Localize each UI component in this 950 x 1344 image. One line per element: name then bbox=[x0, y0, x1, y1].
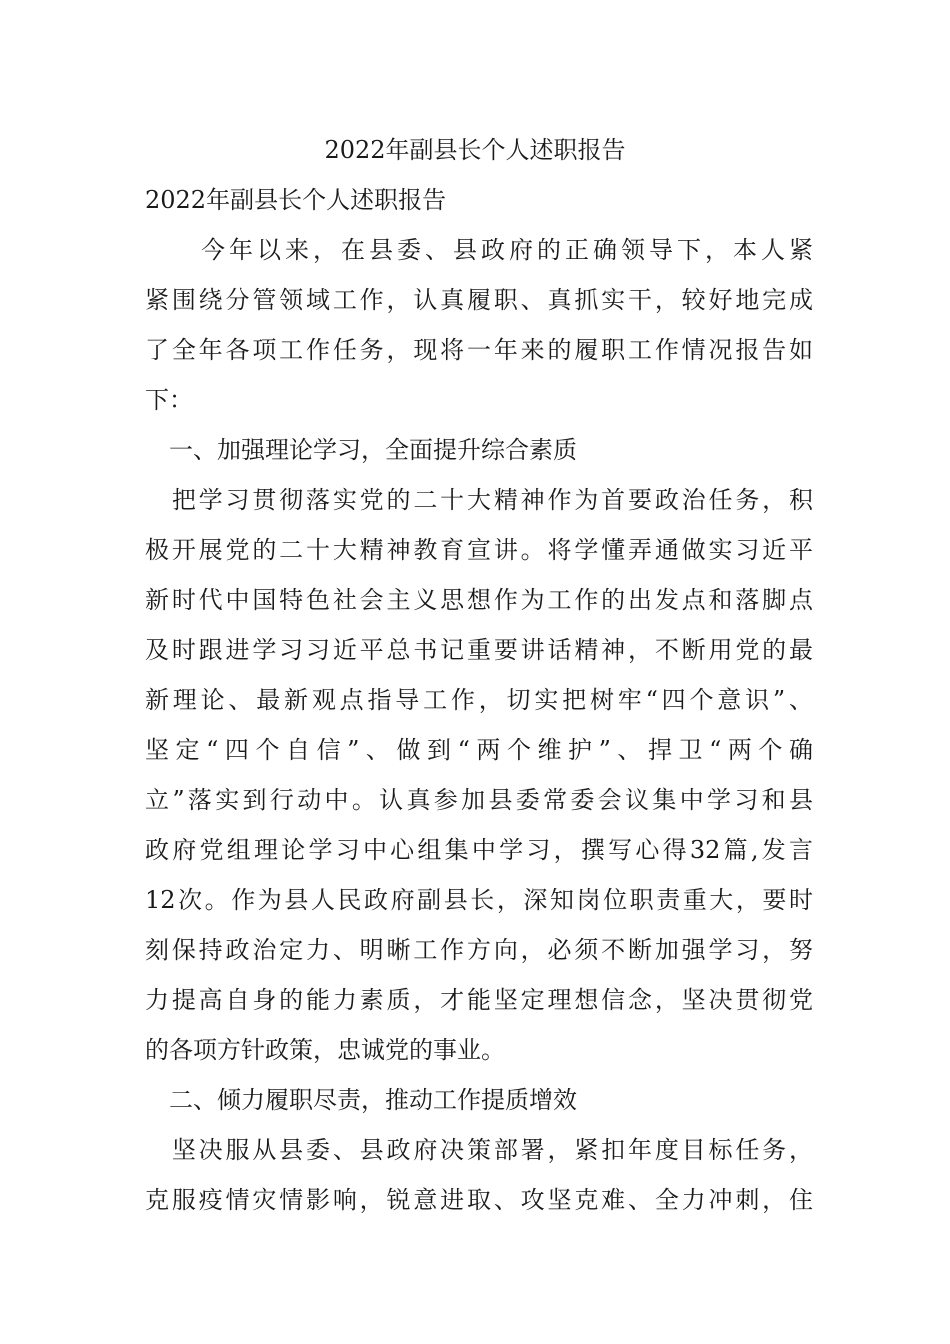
section-heading-1: 一、加强理论学习，全面提升综合素质 bbox=[145, 436, 577, 464]
body-text-line: 及时跟进学习习近平总书记重要讲话精神，不断用党的最 bbox=[145, 636, 813, 664]
body-text-line: 坚决服从县委、县政府决策部署，紧扣年度目标任务， bbox=[145, 1136, 813, 1164]
document-subtitle: 2022年副县长个人述职报告 bbox=[145, 186, 447, 214]
body-text-line: 极开展党的二十大精神教育宣讲。将学懂弄通做实习近平 bbox=[145, 536, 813, 564]
body-text-line: 下： bbox=[145, 386, 193, 414]
document-title: 2022年副县长个人述职报告 bbox=[324, 136, 626, 164]
body-text-line: 立”落实到行动中。认真参加县委常委会议集中学习和县 bbox=[145, 786, 813, 814]
body-text-line: 坚定“四个自信”、做到“两个维护”、捍卫“两个确 bbox=[145, 736, 813, 764]
body-text-line: 力提高自身的能力素质，才能坚定理想信念，坚决贯彻党 bbox=[145, 986, 813, 1014]
body-text-line: 克服疫情灾情影响，锐意进取、攻坚克难、全力冲刺，住 bbox=[145, 1186, 813, 1214]
section-heading-2: 二、倾力履职尽责，推动工作提质增效 bbox=[145, 1086, 577, 1114]
body-text-line: 12次。作为县人民政府副县长，深知岗位职责重大，要时 bbox=[145, 886, 813, 914]
body-text-line: 政府党组理论学习中心组集中学习，撰写心得32篇,发言 bbox=[145, 836, 813, 864]
body-text-line: 新理论、最新观点指导工作，切实把树牢“四个意识”、 bbox=[145, 686, 813, 714]
body-text-line: 紧围绕分管领域工作，认真履职、真抓实干，较好地完成 bbox=[145, 286, 813, 314]
body-text-line: 把学习贯彻落实党的二十大精神作为首要政治任务，积 bbox=[145, 486, 813, 514]
body-text-line: 了全年各项工作任务，现将一年来的履职工作情况报告如 bbox=[145, 336, 813, 364]
body-text-line: 今年以来，在县委、县政府的正确领导下，本人紧 bbox=[145, 236, 813, 264]
body-text-line: 刻保持政治定力、明晰工作方向，必须不断加强学习，努 bbox=[145, 936, 813, 964]
body-text-line: 新时代中国特色社会主义思想作为工作的出发点和落脚点 bbox=[145, 586, 813, 614]
body-text-line: 的各项方针政策，忠诚党的事业。 bbox=[145, 1036, 505, 1064]
